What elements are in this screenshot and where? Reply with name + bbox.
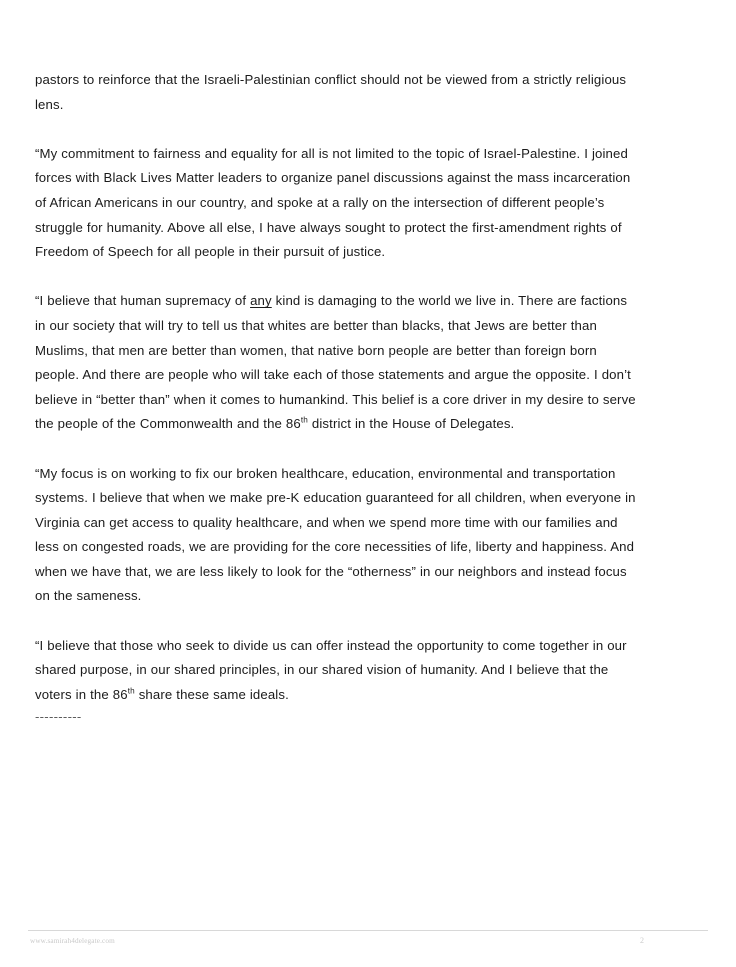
text-run: share these same ideals. <box>134 686 289 702</box>
footer-divider <box>28 930 708 931</box>
paragraph-3 <box>35 289 637 437</box>
text-run: pastors to reinforce that the Israeli-Palestinian conflict should not be viewed from a strictly religious lens. <box>35 72 627 112</box>
paragraph-5 <box>35 634 637 708</box>
ordinal-suffix: th <box>300 415 308 425</box>
emphasis-underline: any <box>250 293 272 309</box>
text-run: “I believe that those who seek to divide us can offer instead the opportunity to come together in our shared purpose, in our shared principles, in our shared vision of humanity. And I believe that the voters in the 86 <box>35 637 627 702</box>
text-run: “My commitment to fairness and equality for all is not limited to the topic of Israel-Palestine. I joined forces with Black Lives Matter leaders to organize panel discussions against the mass incarceration of African Americans in our country, and spoke at a rally on the intersection of different people’s struggle for humanity. Above all else, I have always sought to protect the first-amendment rights of Freedom of Speech for all people in their pursuit of justice. <box>35 145 631 260</box>
document-body <box>35 68 637 727</box>
ordinal-suffix: th <box>127 686 135 696</box>
text-run: “I believe that human supremacy of <box>35 293 251 309</box>
text-run: district in the House of Delegates. <box>307 416 515 432</box>
text-run: “My focus is on working to fix our broken healthcare, education, environmental and transportation systems. I believe that when we make pre-K education guaranteed for all children, when everyone in Virginia can get access to quality healthcare, and when we spend more time with our families and less on congested roads, we are providing for the core necessities of life, liberty and happiness. And when we have that, we are less likely to look for the “otherness” in our neighbors and instead focus on the sameness. <box>35 465 636 604</box>
paragraph-1 <box>35 68 637 117</box>
text-run: kind is damaging to the world we live in. There are factions in our society that will try to tell us that whites are better than blacks, that Jews are better than Muslims, that men are better than women, that native born people are better than foreign born people. And there are people who will take each of those statements and argue the opposite. I don’t believe in “better than” when it comes to humankind. This belief is a core driver in my desire to serve the people of the Commonwealth and the 86 <box>35 293 636 432</box>
paragraph-4 <box>35 462 637 610</box>
paragraph-2 <box>35 142 637 265</box>
footer-page-number: 2 <box>640 936 644 945</box>
page-footer <box>28 930 708 956</box>
dashed-separator: ---------- <box>35 709 82 725</box>
footer-website: www.samirah4delegate.com <box>30 937 115 945</box>
footer-row <box>30 936 706 945</box>
